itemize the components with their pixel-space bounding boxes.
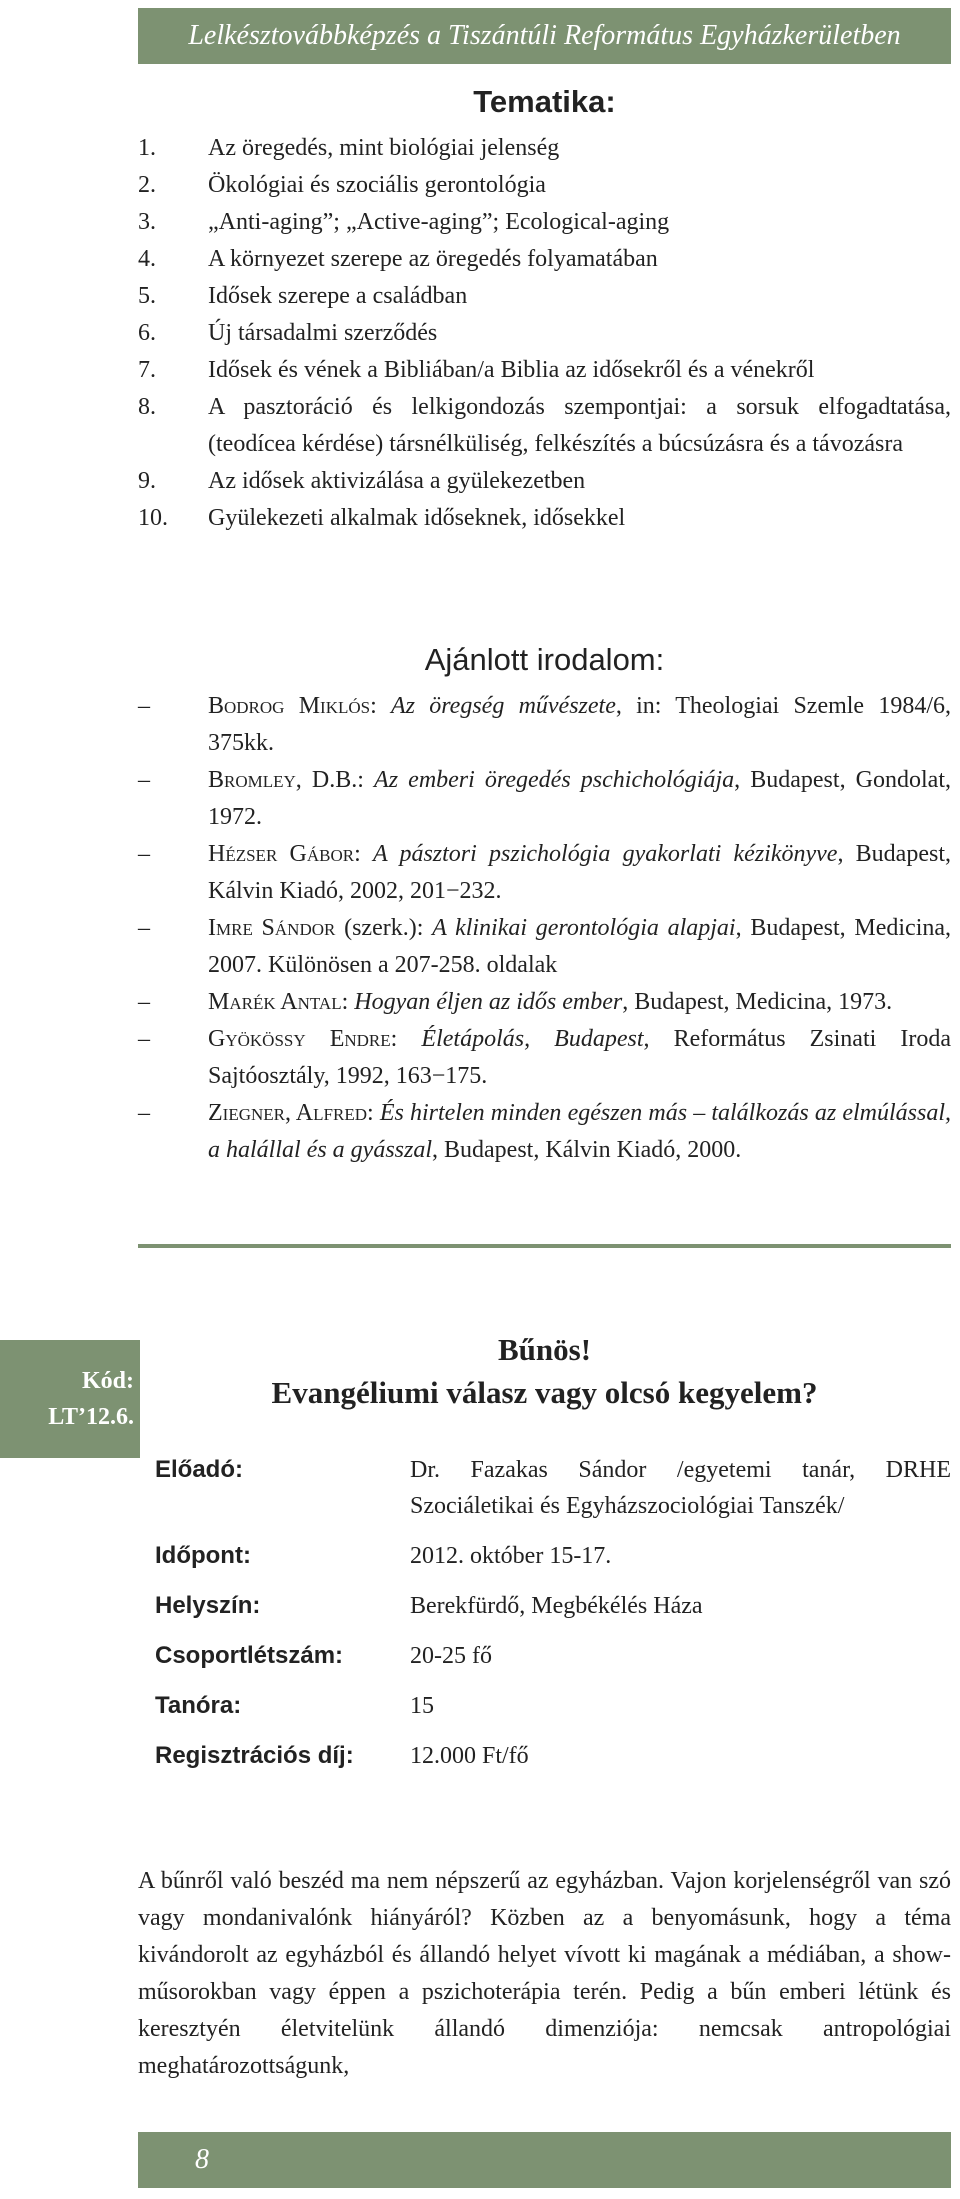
info-row-group-size: Csoportlétszám: 20-25 fő	[155, 1642, 492, 1669]
lecture-info-table	[155, 1452, 951, 1788]
lecture-title-line2: Evangéliumi válasz vagy olcsó kegyelem?	[271, 1375, 818, 1410]
info-row-date: Időpont: 2012. október 15-17.	[155, 1542, 612, 1569]
header-title: Lelkésztovábbképzés a Tiszántúli Református Egyházkerületben	[188, 20, 901, 51]
course-code-label: Kód:	[81, 1368, 134, 1394]
list-item: 4. A környezet szerepe az öregedés folyamatában	[138, 246, 658, 272]
irodalom-heading: Ajánlott irodalom:	[424, 642, 665, 677]
list-item: 3. „Anti-aging”; „Active-aging”; Ecological-aging	[138, 209, 670, 235]
section-divider	[138, 1244, 951, 1248]
page-number: 8	[195, 2144, 209, 2175]
list-item: 7. Idősek és vének a Bibliában/a Biblia az idősekről és a vénekről	[138, 357, 815, 383]
list-item: 1. Az öregedés, mint biológiai jelenség	[138, 135, 560, 161]
list-item: – Marék Antal: Hogyan éljen az idős ember, Budapest, Medicina, 1973.	[138, 989, 893, 1015]
irodalom-list	[138, 688, 951, 1169]
lecture-description: A bűnről való beszéd ma nem népszerű az egyházban. Vajon korjelenségről van szó vagy mondanivalónk hiányáról? Közben az a benyomásunk, hogy a téma kivándorolt az egyházból és állandó helyet vívott ki magának a médiában, a show-műsorokban vagy éppen a pszichoterápia terén. Pedig a bűn emberi létünk és keresztyén életvitelünk állandó dimenziója: nemcsak antropológiai meghatározottságunk,	[138, 1868, 951, 2079]
course-code-badge	[0, 1340, 140, 1458]
info-row-location: Helyszín: Berekfürdő, Megbékélés Háza	[155, 1592, 703, 1619]
tematika-list	[138, 130, 951, 537]
list-item: – Imre Sándor (szerk.): A klinikai gerontológia alapjai, Budapest, Medicina, 2007. Különösen a 207-258. oldalak	[138, 915, 952, 978]
info-row-presenter: Előadó: Dr. Fazakas Sándor /egyetemi tanár, DRHE Szociáletikai és Egyházszociológiai Tanszék/	[155, 1456, 951, 1519]
list-item: – Ziegner, Alfred: És hirtelen minden egészen más – találkozás az elmúlással, a halállal és a gyásszal, Budapest, Kálvin Kiadó, 2000.	[138, 1100, 951, 1163]
list-item: 10. Gyülekezeti alkalmak időseknek, idősekkel	[138, 505, 626, 531]
list-item: – Bodrog Miklós: Az öregség művészete, in: Theologiai Szemle 1984/6, 375kk.	[138, 693, 951, 756]
list-item: 8. A pasztoráció és lelkigondozás szempontjai: a sorsuk elfogadtatása, (teodícea kérdése) társnélküliség, felkészítés a búcsúzásra és a távozásra	[138, 394, 951, 457]
course-code-value: LT’12.6.	[48, 1404, 134, 1430]
page-footer-bar	[138, 2132, 951, 2188]
lecture-title-line1: Bűnös!	[497, 1332, 592, 1367]
page-header-bar	[138, 8, 951, 64]
list-item: 9. Az idősek aktivizálása a gyülekezetben	[138, 468, 586, 494]
list-item: – Hézser Gábor: A pásztori pszichológia gyakorlati kézikönyve, Budapest, Kálvin Kiadó, 2002, 201−232.	[138, 841, 951, 904]
info-row-fee: Regisztrációs díj: 12.000 Ft/fő	[155, 1742, 529, 1769]
list-item: 6. Új társadalmi szerződés	[138, 320, 438, 346]
list-item: 5. Idősek szerepe a családban	[138, 283, 468, 309]
list-item: – Bromley, D.B.: Az emberi öregedés pschichológiája, Budapest, Gondolat, 1972.	[138, 767, 952, 830]
list-item: 2. Ökológiai és szociális gerontológia	[138, 172, 546, 198]
tematika-heading: Tematika:	[473, 84, 616, 119]
info-row-hours: Tanóra: 15	[155, 1692, 434, 1719]
list-item: – Gyökössy Endre: Életápolás, Budapest, Református Zsinati Iroda Sajtóosztály, 1992, 163−175.	[138, 1026, 952, 1089]
